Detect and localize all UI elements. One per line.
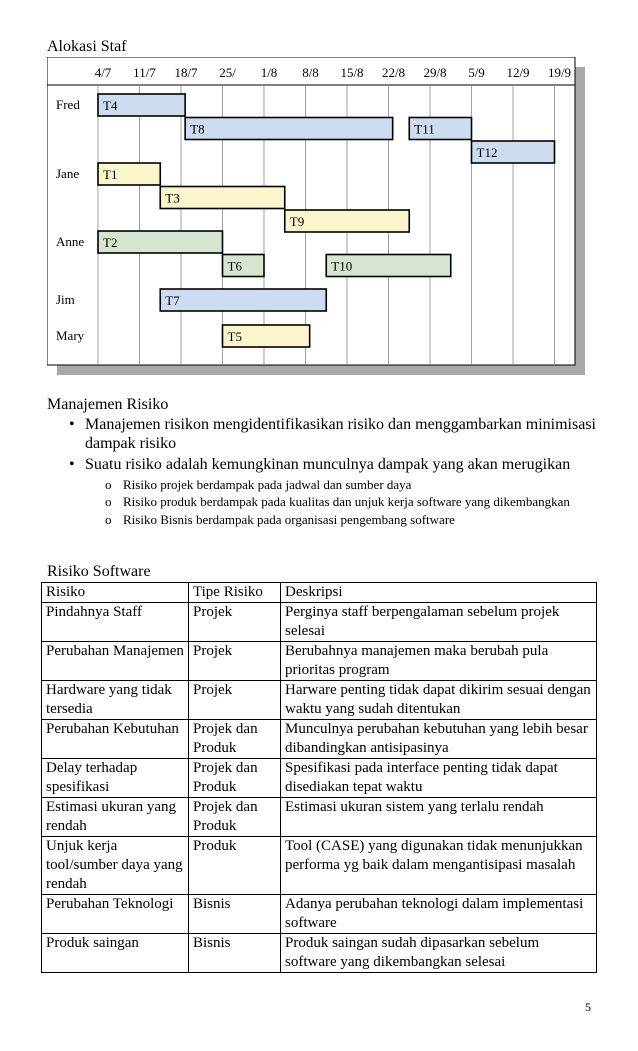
table-cell: Projek dan Produk: [189, 798, 281, 837]
date-label: 5/9: [468, 65, 485, 80]
date-label: 25/: [219, 65, 236, 80]
staff-name: Anne: [56, 234, 85, 249]
date-label: 1/8: [260, 65, 278, 80]
list-item: • Manajemen risikon mengidentifikasikan risiko dan menggambarkan minimisasi dampak risiko: [69, 416, 596, 452]
staff-name: Fred: [56, 97, 80, 112]
date-label: 18/7: [174, 65, 198, 80]
task-label: T12: [476, 145, 498, 160]
task-label: T5: [227, 329, 242, 344]
date-label: 22/8: [381, 65, 406, 80]
table-row: [42, 798, 597, 837]
date-label: 15/8: [340, 65, 364, 80]
date-label: 4/7: [94, 65, 112, 80]
task-label: T10: [331, 258, 353, 274]
date-label: 29/8: [423, 65, 447, 80]
date-label: 19/9: [547, 65, 572, 80]
staff-name: Jim: [56, 292, 75, 307]
staff-name: Jane: [56, 166, 80, 181]
software-risk-table: [41, 582, 597, 973]
task-label: T9: [289, 214, 305, 229]
table-cell: Estimasi ukuran sistem yang terlalu rendah: [281, 798, 597, 837]
risk-management-list: [47, 415, 607, 528]
page-number: 5: [585, 1000, 591, 1014]
task-label: T1: [103, 167, 118, 182]
table-cell: Estimasi ukuran yang rendah: [42, 798, 189, 837]
table-cell: Produk saingan sudah dipasarkan sebelum software yang dikembangkan selesai: [281, 934, 597, 973]
table-cell: Perubahan Teknologi: [42, 895, 189, 934]
table-cell: Hardware yang tidak tersedia: [42, 681, 189, 720]
staff-name: Mary: [56, 328, 85, 343]
table-cell: Produk saingan: [42, 934, 189, 973]
table-row: [42, 895, 597, 934]
table-cell: Projek: [189, 642, 281, 681]
header-cell: Deskripsi: [281, 583, 597, 603]
task-bar: [160, 289, 326, 311]
table-cell: Projek dan Produk: [189, 759, 281, 798]
table-cell: Unjuk kerja tool/sumber daya yang rendah: [42, 837, 189, 895]
task-label: T3: [165, 190, 180, 206]
table-cell: Perubahan Manajemen: [42, 642, 189, 681]
sub-bullet-text: Risiko Bisnis berdampak pada organisasi pengembang software: [123, 512, 455, 527]
table-row: [42, 603, 597, 642]
date-label: 11/7: [133, 65, 156, 80]
table-cell: Projek dan Produk: [189, 720, 281, 759]
task-label: T6: [227, 258, 242, 274]
bullet-text: Manajemen risikon mengidentifikasikan risiko dan menggambarkan minimisasi dampak risiko: [85, 416, 596, 452]
bullet-text: Suatu risiko adalah kemungkinan munculnya dampak yang akan merugikan: [85, 456, 571, 473]
table-cell: Munculnya perubahan kebutuhan yang lebih besar dibandingkan antisipasinya: [281, 720, 597, 759]
table-cell: Projek: [189, 603, 281, 642]
table-cell: Spesifikasi pada interface penting tidak dapat disediakan tepat waktu: [281, 759, 597, 798]
task-label: T8: [190, 121, 205, 137]
table-cell: Perginya staff berpengalaman sebelum projek selesai: [281, 603, 597, 642]
risk-management-title: Manajemen Risiko: [47, 396, 169, 413]
table-cell: Tool (CASE) yang digunakan tidak menunjukkan performa yg baik dalam mengantisipasi masalah: [281, 837, 597, 895]
header-cell: Risiko: [42, 583, 189, 603]
task-label: T2: [103, 235, 118, 250]
sub-bullet-text: Risiko projek berdampak pada jadwal dan sumber daya: [123, 477, 412, 492]
task-label: T11: [414, 121, 435, 137]
table-cell: Adanya perubahan teknologi dalam implementasi software: [281, 895, 597, 934]
table-cell: Bisnis: [189, 895, 281, 934]
table-header-row: [42, 583, 597, 603]
task-label: T7: [165, 293, 180, 308]
table-cell: Perubahan Kebutuhan: [42, 720, 189, 759]
software-risk-title: Risiko Software: [47, 563, 151, 580]
table-cell: Bisnis: [189, 934, 281, 973]
table-cell: Berubahnya manajemen maka berubah pula prioritas program: [281, 642, 597, 681]
table-cell: Harware penting tidak dapat dikirim sesuai dengan waktu yang sudah ditentukan: [281, 681, 597, 720]
header-cell: Tipe Risiko: [189, 583, 281, 603]
sub-bullet-text: Risiko produk berdampak pada kualitas dan unjuk kerja software yang dikembangkan: [123, 494, 570, 509]
table-row: [42, 642, 597, 681]
table-cell: Delay terhadap spesifikasi: [42, 759, 189, 798]
task-label: T4: [103, 98, 118, 113]
staff-allocation-chart: [47, 57, 587, 379]
date-label: 12/9: [506, 65, 530, 80]
list-item: • Suatu risiko adalah kemungkinan munculnya dampak yang akan merugikan: [69, 456, 571, 473]
task-bar: [185, 118, 393, 140]
table-row: [42, 681, 597, 720]
table-cell: Projek: [189, 681, 281, 720]
table-cell: Pindahnya Staff: [42, 603, 189, 642]
date-label: 8/8: [302, 65, 319, 80]
sub-list-item: o Risiko projek berdampak pada jadwal dan sumber daya: [105, 477, 412, 492]
staff-allocation-title: Alokasi Staf: [47, 38, 127, 55]
sub-list-item: o Risiko Bisnis berdampak pada organisasi pengembang software: [105, 512, 455, 527]
sub-list-item: o Risiko produk berdampak pada kualitas dan unjuk kerja software yang dikembangkan: [105, 494, 570, 509]
table-row: [42, 934, 597, 973]
table-row: [42, 759, 597, 798]
table-row: [42, 837, 597, 895]
table-row: [42, 720, 597, 759]
table-cell: Produk: [189, 837, 281, 895]
